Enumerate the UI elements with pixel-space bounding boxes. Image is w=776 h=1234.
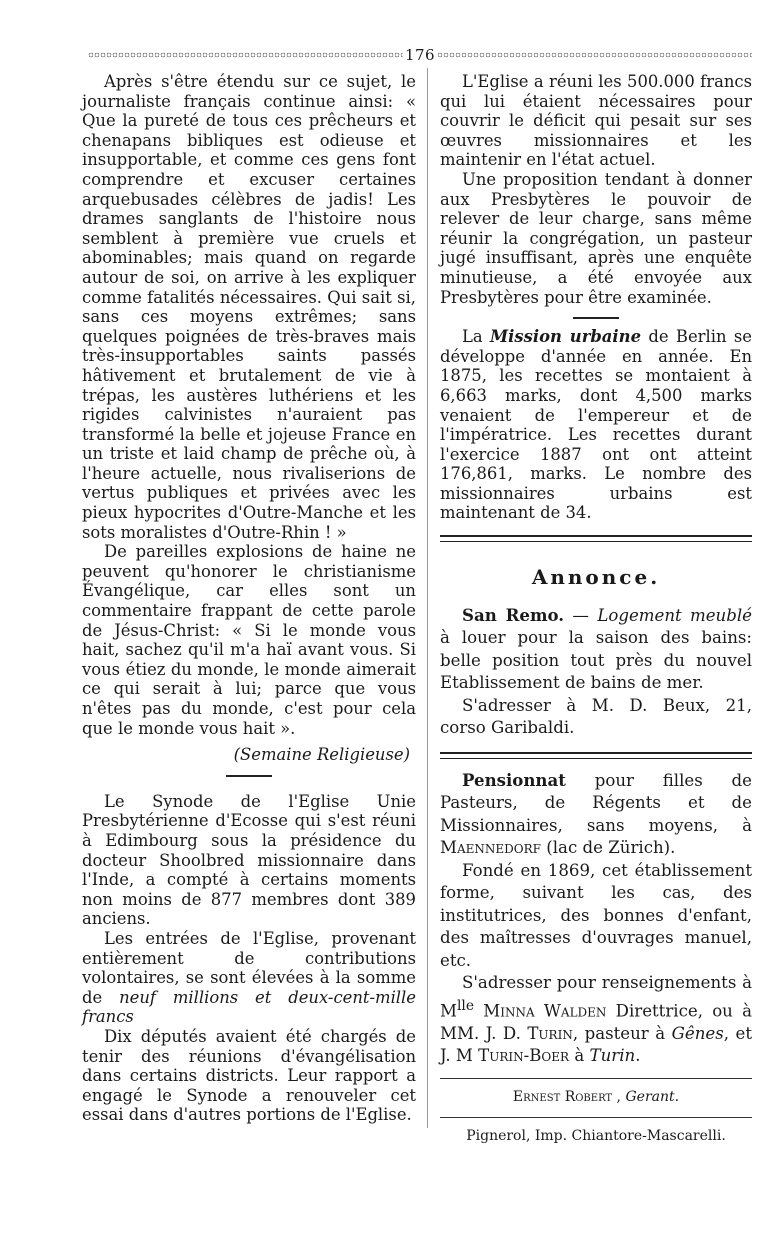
san-remo-label: San Remo. xyxy=(462,604,565,625)
logement-label: Logement meublé xyxy=(597,605,752,625)
san-remo-dash: — xyxy=(564,605,598,625)
contact-sup: lle xyxy=(457,997,475,1014)
left-column xyxy=(82,72,416,1125)
san-remo-announcement xyxy=(440,604,752,695)
contact-city-genes: Gênes xyxy=(671,1023,724,1043)
annonce-heading: Annonce. xyxy=(531,565,661,590)
contact-text-b: Direttrice, ou à MM. xyxy=(440,1001,752,1043)
right-column xyxy=(440,72,752,1146)
annonce-rule xyxy=(440,535,752,542)
section-rule xyxy=(226,775,272,777)
header-ornament-left xyxy=(88,52,403,58)
contact-text-d: , et xyxy=(723,1023,752,1043)
pensionnat-founded: Fondé en 1869, cet établissement forme, suivant les cas, des institutrices, des bonnes d'enfant, des maîtresses d'ouvrages manuel, etc. xyxy=(440,860,752,970)
mission-urbaine-title: Mission urbaine xyxy=(490,327,641,347)
source-citation: (Semaine Religieuse) xyxy=(233,745,410,765)
commentary-paragraph: De pareilles explosions de haine ne peuvent qu'honorer le christianisme Évangélique, car elles sont un commentaire frappant de cette parole de Jésus-Christ: « Si le monde vous hait, sachez qu'il m'a haï avant vous. Si vous étiez du monde, le monde aimerait ce qui serait à lui; parce que vous n'êtes pas du monde, c'est pour cela que le monde vous hait ». xyxy=(82,542,416,738)
contact-text-a: S'adresser pour renseignements à M xyxy=(440,973,752,1021)
footer-rule-2 xyxy=(440,1117,752,1118)
gerant-line xyxy=(440,1087,752,1107)
pensionnat-text-a: pour filles de Pasteurs, de Régents et de Missionnaires, sans moyens, à xyxy=(440,770,752,835)
revenue-text: Les entrées de l'Eglise, provenant entièrement de contributions volontaires, se sont élevées à la somme de xyxy=(82,928,416,1007)
journalist-quote-paragraph: Après s'être étendu sur ce sujet, le journaliste français continue ainsi: « Que la pureté de tous ces prêcheurs et chenapans bibliques est odieuse et insupportable, et comme ces gens font comprendre et excuser certaines arquebusades célèbres de jadis! Les drames sanglants de l'histoire nous semblent à première vue cruels et abominables; mais quand on regarde autour de soi, on arrive à les expliquer comme fatalités nécessaires. Qui sait si, sans ces moyens extrêmes; sans quelques poignées de très-braves mais très-insupportables saints passés hâtivement et brutalement de vie à trépas, les austères luthériens et les rigides calvinistes n'auraient pas transformé la belle et jojeuse France en un triste et laid champ de prêche où, à l'heure actuelle, nous rivaliserions de vertus publiques et privées avec les pieux hypocrites d'Outre-Manche et les sots moralistes d'Outre-Rhin ! » xyxy=(82,72,416,542)
gerant-role: Gerant. xyxy=(625,1088,680,1105)
pensionnat-rule xyxy=(440,752,752,759)
page-header xyxy=(88,44,752,66)
header-ornament-right xyxy=(437,52,752,58)
gerant-sep: , xyxy=(612,1088,626,1105)
footer-rule xyxy=(440,1078,752,1079)
pensionnat-announcement xyxy=(440,769,752,860)
contact-name-turin-boer: J. M Turin-Boer xyxy=(440,1046,570,1066)
san-remo-contact: S'adresser à M. D. Beux, 21, corso Garibaldi. xyxy=(440,695,752,738)
revenue-amount: neuf millions et deux-cent-mille francs xyxy=(82,987,416,1027)
berlin-mission-paragraph xyxy=(440,327,752,523)
revenue-paragraph xyxy=(82,929,416,1027)
contact-text-e: à xyxy=(569,1046,590,1066)
berlin-text-b: de Berlin se développe d'année en année. En 1875, les recettes se montaient à 6,663 marks, dont 4,500 marks venaient de l'empereur et de l'impératrice. Les recettes durant l'exercice 1887 ont ont atteint 176,861, marks. Le nombre des missionnaires urbains est maintenant de 34. xyxy=(440,327,753,523)
pensionnat-text-b: (lac de Zürich). xyxy=(541,838,676,858)
gerant-name: Ernest Robert xyxy=(512,1088,613,1105)
proposition-paragraph: Une proposition tendant à donner aux Presbytères le pouvoir de relever de leur charge, sans même réunir la congrégation, un pasteur jugé insuffisant, après une enquête minutieuse, a été envoyée aux Presbytères pour être examinée. xyxy=(440,169,752,307)
contact-name-turin: J. D. Turin xyxy=(485,1023,573,1043)
berlin-text-a: La xyxy=(462,327,491,347)
pensionnat-contact xyxy=(440,972,752,1068)
synod-paragraph: Le Synode de l'Eglise Unie Presbytérienne d'Ecosse qui s'est réuni à Edimbourg sous la présidence du docteur Shoolbred missionnaire dans l'Inde, a compté à certains moments non moins de 877 membres dont 389 anciens. xyxy=(82,791,416,929)
contact-name-walden: Minna Walden xyxy=(474,1001,607,1021)
san-remo-text: à louer pour la saison des bains: belle position tout près du nouvel Etablissement de bains de mer. xyxy=(440,628,752,693)
pensionnat-label: Pensionnat xyxy=(462,769,566,790)
contact-text-c: , pasteur à xyxy=(572,1023,672,1043)
printer-line: Pignerol, Imp. Chiantore-Mascarelli. xyxy=(466,1127,726,1144)
section-rule-right xyxy=(573,317,619,319)
maennedorf-place: Maennedorf xyxy=(440,838,541,858)
contact-text-f: . xyxy=(635,1046,641,1066)
deputies-paragraph: Dix députés avaient été chargés de tenir des réunions d'évangélisation dans certains districts. Leur rapport a engagé le Synode a renouveler cet essai dans d'autres portions de l'Eglise. xyxy=(82,1026,416,1125)
deficit-paragraph: L'Eglise a réuni les 500.000 francs qui lui étaient nécessaires pour couvrir le déficit qui pesait sur ses œuvres missionnaires et les maintenir en l'état actuel. xyxy=(440,72,752,170)
contact-city-turin: Turin xyxy=(589,1046,636,1066)
page-number: 176 xyxy=(404,46,436,64)
column-divider xyxy=(427,68,428,1128)
